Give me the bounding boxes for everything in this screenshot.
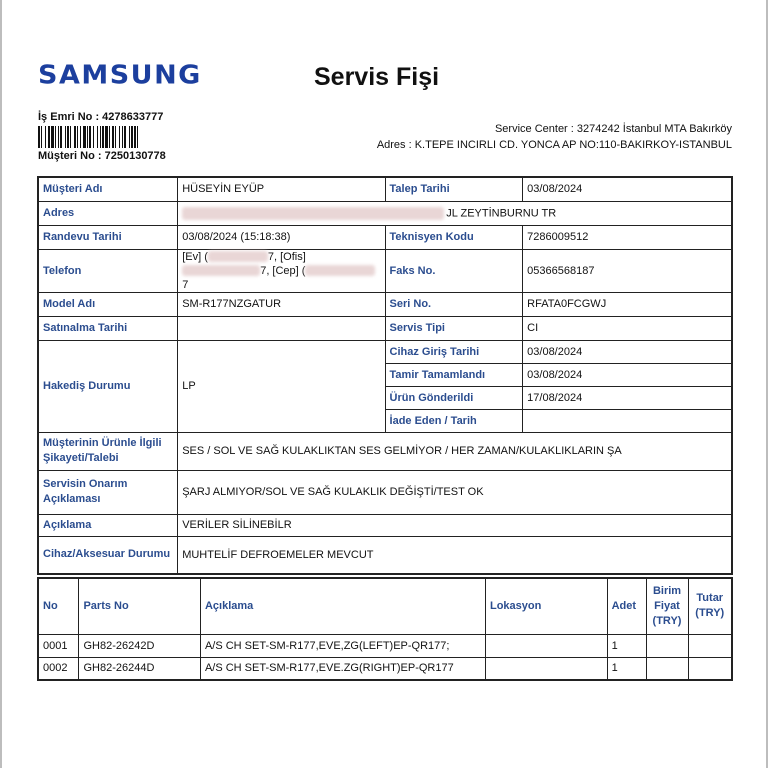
samsung-logo: SAMSUNG	[38, 60, 202, 91]
parts-table	[37, 577, 733, 681]
note-value: VERİLER SİLİNEBİLR	[178, 514, 732, 536]
phone-line1-end: 7, [Ofis]	[267, 250, 306, 263]
parts-header-location: Lokasyon	[485, 578, 607, 634]
part-description: A/S CH SET-SM-R177,EVE.ZG(RIGHT)EP-QR177	[200, 657, 485, 680]
order-number: İş Emri No : 4278633777	[38, 111, 164, 123]
part-no: 0002	[38, 657, 79, 680]
barcode	[38, 126, 210, 148]
phone-line1-start: [Ev] (	[182, 250, 208, 263]
device-in-value: 03/08/2024	[523, 340, 732, 363]
request-date-label: Talep Tarihi	[385, 177, 523, 201]
fax-label: Faks No.	[385, 249, 523, 292]
document-title: Servis Fişi	[314, 63, 440, 91]
part-number: GH82-26244D	[79, 657, 201, 680]
purchase-date-value	[178, 316, 385, 340]
technician-label: Teknisyen Kodu	[385, 225, 523, 249]
fax-value: 05366568187	[523, 249, 732, 292]
phone-value	[178, 249, 385, 292]
service-type-label: Servis Tipi	[385, 316, 523, 340]
parts-header-unit-price: Birim Fiyat (TRY)	[646, 578, 688, 634]
request-date-value: 03/08/2024	[523, 177, 732, 201]
phone-label: Telefon	[38, 249, 178, 292]
appointment-value: 03/08/2024 (15:18:38)	[178, 225, 385, 249]
accessory-label: Cihaz/Aksesuar Durumu	[38, 536, 178, 574]
repair-desc-label: Servisin Onarım Açıklaması	[38, 470, 178, 514]
redacted-phone-2	[182, 265, 260, 276]
parts-header-amount: Tutar (TRY)	[688, 578, 732, 634]
technician-value: 7286009512	[523, 225, 732, 249]
model-label: Model Adı	[38, 292, 178, 316]
part-amount	[688, 634, 732, 657]
customer-name-value: HÜSEYİN EYÜP	[178, 177, 385, 201]
address-value-text: JL ZEYTİNBURNU TR	[446, 206, 557, 219]
complaint-value: SES / SOL VE SAĞ KULAKLIKTAN SES GELMİYOR / HER ZAMAN/KULAKLIKLARIN ŞA	[178, 432, 732, 470]
table-row	[38, 634, 732, 657]
entitlement-label: Hakediş Durumu	[38, 340, 178, 432]
phone-line2-start: 7, [Cep] (	[260, 264, 306, 277]
product-sent-label: Ürün Gönderildi	[385, 386, 523, 409]
part-amount	[688, 657, 732, 680]
parts-header-description: Açıklama	[200, 578, 485, 634]
parts-header-qty: Adet	[607, 578, 646, 634]
barcode-stripe	[138, 126, 141, 148]
repair-done-value: 03/08/2024	[523, 363, 732, 386]
accessory-value: MUHTELİF DEFROEMELER MEVCUT	[178, 536, 732, 574]
appointment-label: Randevu Tarihi	[38, 225, 178, 249]
service-center: Service Center : 3274242 İstanbul MTA Bakırköy	[494, 123, 732, 135]
part-location	[485, 657, 607, 680]
customer-name-label: Müşteri Adı	[38, 177, 178, 201]
redacted-address	[182, 207, 444, 220]
parts-header-no: No	[38, 578, 79, 634]
product-sent-value: 17/08/2024	[523, 386, 732, 409]
part-unit-price	[646, 657, 688, 680]
info-table	[37, 176, 733, 575]
address-value	[178, 201, 732, 225]
part-no: 0001	[38, 634, 79, 657]
address-label: Adres	[38, 201, 178, 225]
redacted-phone-3	[305, 265, 375, 276]
serial-label: Seri No.	[385, 292, 523, 316]
customer-number: Müşteri No : 7250130778	[38, 150, 166, 162]
purchase-date-label: Satınalma Tarihi	[38, 316, 178, 340]
part-location	[485, 634, 607, 657]
part-unit-price	[646, 634, 688, 657]
repair-done-label: Tamir Tamamlandı	[385, 363, 523, 386]
phone-line2-end: 7	[182, 278, 189, 291]
part-number: GH82-26242D	[79, 634, 201, 657]
device-in-label: Cihaz Giriş Tarihi	[385, 340, 523, 363]
part-qty: 1	[607, 657, 646, 680]
serial-value: RFATA0FCGWJ	[523, 292, 732, 316]
redacted-phone-1	[208, 251, 268, 262]
parts-header-parts-no: Parts No	[79, 578, 201, 634]
page-edge-left	[0, 0, 2, 768]
part-description: A/S CH SET-SM-R177,EVE,ZG(LEFT)EP-QR177;	[200, 634, 485, 657]
complaint-label: Müşterinin Ürünle İlgili Şikayeti/Talebi	[38, 432, 178, 470]
returned-by-label: İade Eden / Tarih	[385, 409, 523, 432]
table-row	[38, 657, 732, 680]
service-type-value: CI	[523, 316, 732, 340]
returned-by-value	[523, 409, 732, 432]
note-label: Açıklama	[38, 514, 178, 536]
repair-desc-value: ŞARJ ALMIYOR/SOL VE SAĞ KULAKLIK DEĞİŞTİ/TEST OK	[178, 470, 732, 514]
part-qty: 1	[607, 634, 646, 657]
model-value: SM-R177NZGATUR	[178, 292, 385, 316]
entitlement-value: LP	[178, 340, 385, 432]
service-address: Adres : K.TEPE INCIRLI CD. YONCA AP NO:110-BAKIRKOY-ISTANBUL	[376, 139, 732, 151]
